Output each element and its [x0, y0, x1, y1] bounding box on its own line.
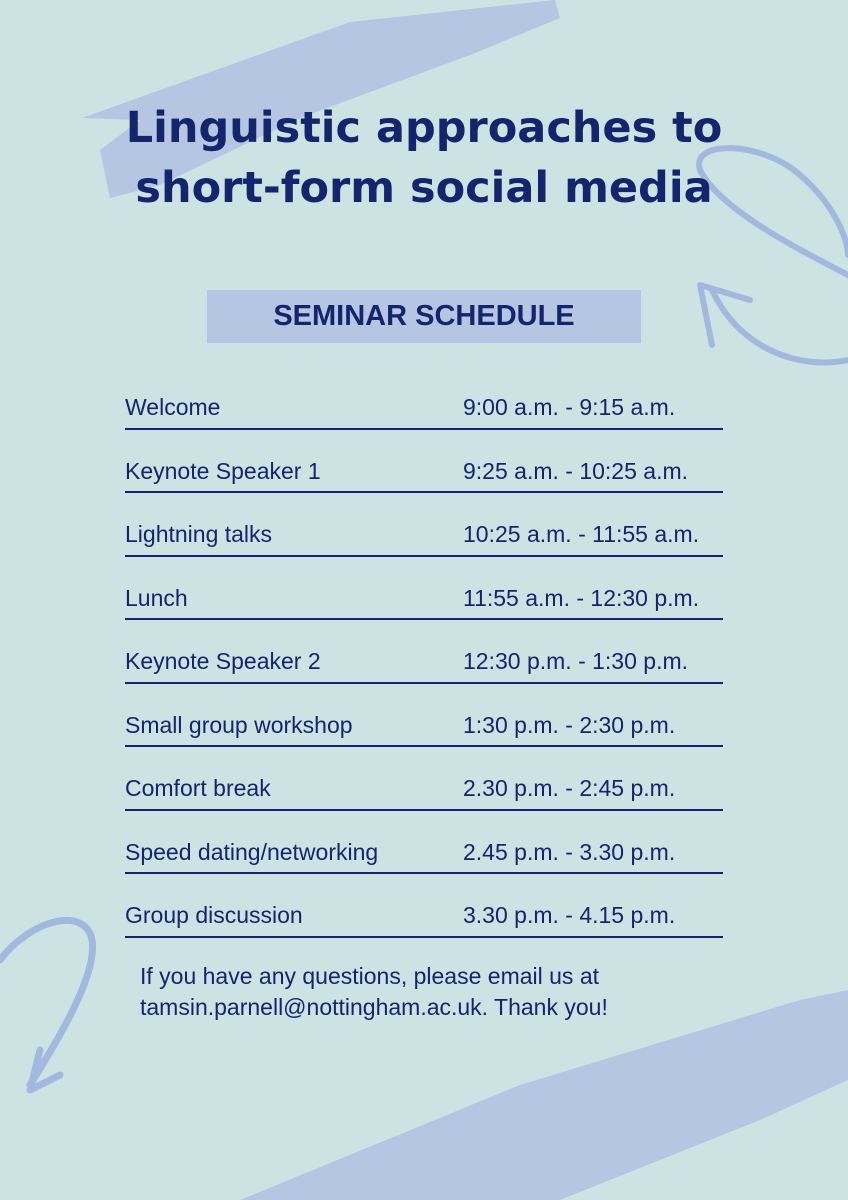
event-time: 2.45 p.m. - 3.30 p.m.: [463, 838, 676, 865]
event-time: 11:55 a.m. - 12:30 p.m.: [463, 584, 700, 611]
event-time: 9:25 a.m. - 10:25 a.m.: [463, 457, 689, 484]
footer-email-line: tamsin.parnell@nottingham.ac.uk. Thank you!: [140, 994, 608, 1020]
event-name: Comfort break: [125, 775, 271, 801]
event-time: 3.30 p.m. - 4.15 p.m.: [463, 902, 676, 928]
schedule-row: [125, 559, 723, 621]
event-time: 12:30 p.m. - 1:30 p.m.: [463, 648, 689, 674]
schedule-row: [125, 876, 723, 938]
schedule-row: [125, 495, 723, 557]
bottom-left-swirl-arrow: [0, 920, 93, 1085]
subtitle-text: SEMINAR SCHEDULE: [273, 300, 575, 332]
schedule-table: [125, 368, 723, 938]
schedule-row: [125, 749, 723, 811]
schedule-row: [125, 432, 723, 494]
event-name: Lightning talks: [125, 521, 273, 547]
event-time: 2.30 p.m. - 2:45 p.m.: [463, 775, 676, 801]
event-name: Welcome: [125, 394, 221, 420]
schedule-row: [125, 368, 723, 430]
event-time: 10:25 a.m. - 11:55 a.m.: [463, 521, 700, 547]
schedule-row: [125, 813, 723, 875]
event-name: Speed dating/networking: [125, 838, 379, 865]
subtitle-banner: [207, 290, 641, 343]
poster-title: Linguistic approaches to short-form social media: [125, 103, 723, 213]
footer-line: If you have any questions, please email us at: [140, 963, 600, 989]
contact-footer: [140, 961, 740, 1023]
event-name: Group discussion: [125, 902, 303, 928]
event-name: Keynote Speaker 2: [125, 648, 321, 674]
event-time: 1:30 p.m. - 2:30 p.m.: [463, 711, 676, 738]
event-name: Lunch: [125, 584, 188, 611]
event-time: 9:00 a.m. - 9:15 a.m.: [463, 394, 676, 420]
event-name: Keynote Speaker 1: [125, 457, 321, 484]
schedule-row: [125, 686, 723, 748]
schedule-row: [125, 622, 723, 684]
event-name: Small group workshop: [125, 711, 353, 738]
